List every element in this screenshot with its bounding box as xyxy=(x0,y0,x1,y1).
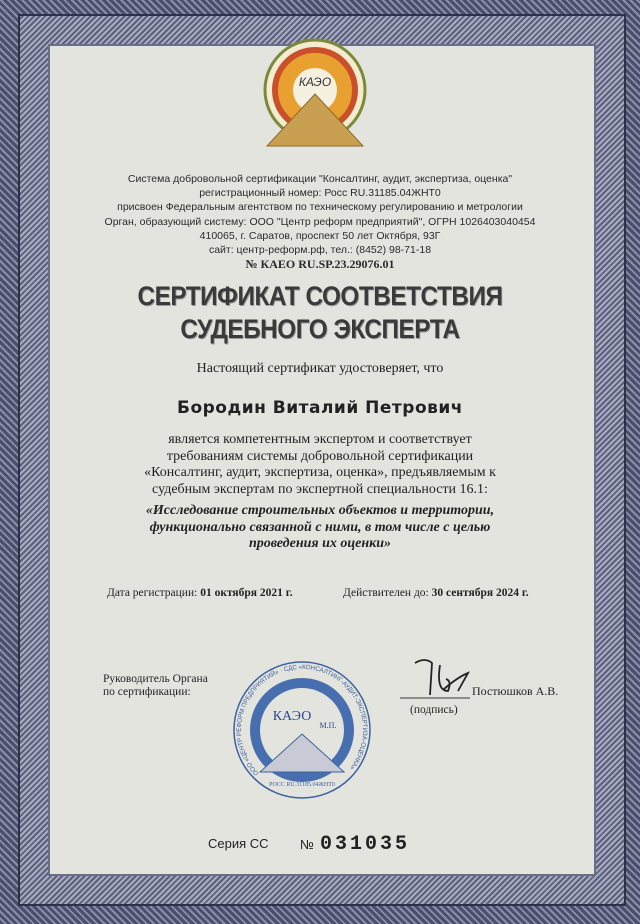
certificate-title xyxy=(32,280,608,346)
specialty-line: проведения их оценки» xyxy=(248,536,392,551)
serial-number-label: № xyxy=(300,837,314,852)
registration-date-value: 01 октября 2021 г. xyxy=(200,587,293,599)
kaeo-logo xyxy=(255,38,375,150)
handwritten-signature xyxy=(400,655,470,701)
header-line: Система добровольной сертификации "Консалтинг, аудит, экспертиза, оценка" xyxy=(127,173,513,185)
seal-mp-text: М.П. xyxy=(319,721,337,730)
series-label: Серия СС xyxy=(208,836,269,851)
official-seal xyxy=(232,660,372,800)
signature-caption: (подпись) xyxy=(410,704,458,716)
seal-center-text: КАЭО xyxy=(272,709,312,724)
seal-bottom-text: РОСС RU.31185.04ЖНТ0 xyxy=(269,782,335,788)
signer-name: Постюшков А.В. xyxy=(472,684,559,698)
issuer-info xyxy=(0,172,640,271)
valid-until-label: Действителен до: xyxy=(343,587,429,599)
valid-until xyxy=(343,587,529,599)
header-line: сайт: центр-реформ.рф, тел.: (8452) 98-71-18 xyxy=(208,244,432,257)
body-line: требованиям системы добровольной сертификации xyxy=(166,448,474,464)
intro-text: Настоящий сертификат удостоверяет, что xyxy=(196,361,444,376)
registration-date-label: Дата регистрации: xyxy=(107,587,198,599)
header-line: регистрационный номер: Росс RU.31185.04ЖНТ0 xyxy=(199,187,441,200)
specialty-line: «Исследование строительных объектов и территории, xyxy=(145,503,495,518)
valid-until-value: 30 сентября 2024 г. xyxy=(431,587,529,599)
serial-number-value: 031035 xyxy=(319,833,410,856)
body-line: является компетентным экспертом и соответствует xyxy=(168,432,472,447)
body-line: «Консалтинг, аудит, экспертиза, оценка», предъявляемым к xyxy=(144,465,496,480)
certificate-number: № КАЕО RU.SP.23.29076.01 xyxy=(245,257,395,272)
registration-date xyxy=(107,587,293,599)
serial-number xyxy=(300,833,410,856)
body-text xyxy=(0,432,640,498)
role-line: по сертификации: xyxy=(103,686,191,698)
seal-ring-text: ООО «ЦЕНТР РЕФОРМ ПРЕДПРИЯТИЙ» · СДС «КОНСАЛТИНГ-АУДИТ-ЭКСПЕРТИЗА-ОЦЕНКА» xyxy=(235,663,369,777)
title-line-1: СЕРТИФИКАТ СООТВЕТСТВИЯ xyxy=(137,281,503,311)
header-line: Орган, образующий систему: ООО "Центр реформ предприятий", ОГРН 1026403040454 xyxy=(104,215,536,228)
header-line: присвоен Федеральным агентством по техническому регулированию и метрологии xyxy=(117,201,523,214)
signatory-role xyxy=(103,673,208,699)
specialty-line: функционально связанной с ними, в том числе с целью xyxy=(149,519,491,535)
header-line: 410065, г. Саратов, проспект 50 лет Октября, 93Г xyxy=(199,229,441,242)
holder-name: Бородин Виталий Петрович xyxy=(177,398,463,418)
logo-text: КАЭО xyxy=(298,75,332,89)
title-line-2: СУДЕБНОГО ЭКСПЕРТА xyxy=(180,314,460,344)
body-line: судебным экспертам по экспертной специальности 16.1: xyxy=(152,481,488,497)
specialty-text xyxy=(0,503,640,553)
role-line: Руководитель Органа xyxy=(103,673,208,685)
